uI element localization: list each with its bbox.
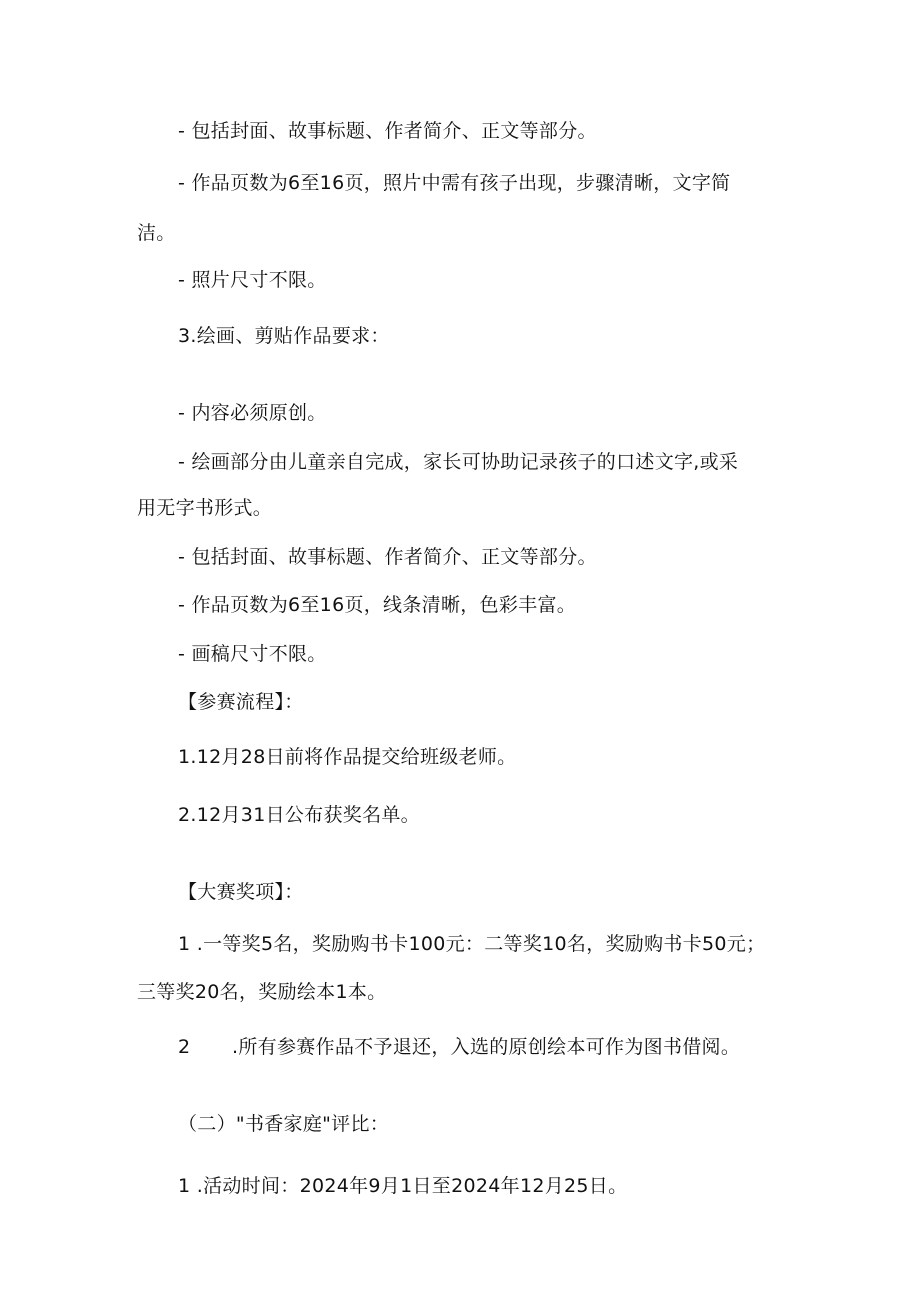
text-line: 1.12月28日前将作品提交给班级老师。: [178, 746, 517, 768]
text-line: 用无字书形式。: [137, 497, 273, 519]
section-heading: 【参赛流程】：: [178, 691, 304, 713]
text-line: - 作品页数为6至16页，线条清晰，色彩丰富。: [178, 594, 577, 616]
list-number: 2: [178, 1036, 191, 1058]
text-line: - 包括封面、故事标题、作者简介、正文等部分。: [178, 546, 597, 568]
text-line: - 绘画部分由儿童亲自完成，家长可协助记录孩子的口述文字,或采: [178, 451, 739, 473]
text-line: .所有参赛作品不予退还，入选的原创绘本可作为图书借阅。: [232, 1036, 741, 1058]
text-line: 洁。: [137, 222, 176, 244]
section-heading: （二）"书香家庭"评比：: [178, 1113, 390, 1135]
text-line: - 包括封面、故事标题、作者简介、正文等部分。: [178, 120, 597, 142]
text-line: 2.12月31日公布获奖名单。: [178, 804, 420, 826]
text-line: 1 .活动时间：2024年9月1日至2024年12月25日。: [178, 1175, 628, 1197]
text-line: - 作品页数为6至16页，照片中需有孩子出现，步骤清晰，文字简: [178, 172, 731, 194]
text-line: 三等奖20名，奖励绘本1本。: [137, 981, 387, 1003]
section-heading: 【大赛奖项】：: [178, 881, 304, 903]
text-line: - 内容必须原创。: [178, 402, 327, 424]
text-line: 1 .一等奖5名，奖励购书卡100元：二等奖10名，奖励购书卡50元；: [178, 933, 766, 955]
text-line: - 照片尺寸不限。: [178, 269, 327, 291]
text-line: - 画稿尺寸不限。: [178, 643, 327, 665]
section-heading: 3.绘画、剪贴作品要求：: [178, 325, 390, 347]
